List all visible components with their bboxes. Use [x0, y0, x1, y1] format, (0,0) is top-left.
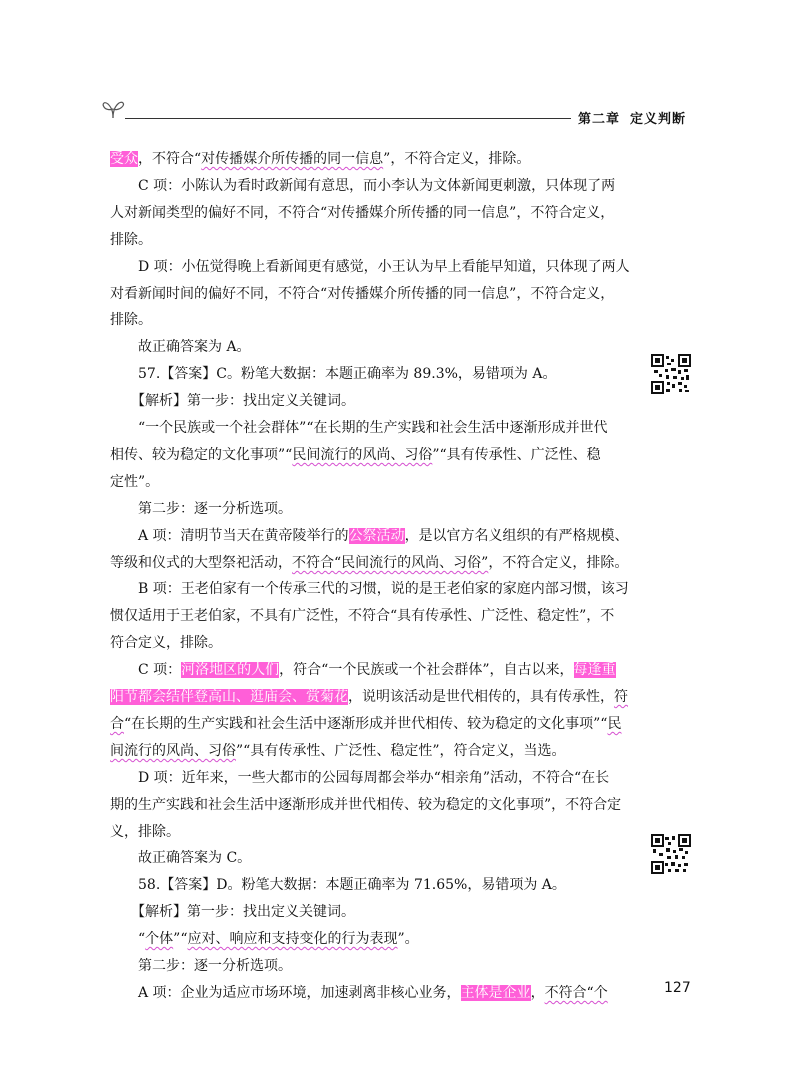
text-line [110, 659, 630, 681]
text-segment: ，不符合“ [138, 151, 202, 167]
text-line [110, 336, 630, 358]
chapter-title: 定义判断 [630, 112, 687, 127]
text-line [110, 928, 630, 950]
text-segment: ”“ [173, 931, 188, 947]
text-line [110, 525, 630, 547]
text-segment: ”“具有传承性、广泛性、稳 [432, 447, 601, 463]
underlined-text: 民间流行的风尚、习俗 [292, 447, 433, 463]
text-segment: ，不符合定义，排除。 [488, 555, 629, 571]
text-line [110, 363, 630, 385]
underlined-text: 应对、响应和支持变化的行为表现 [187, 931, 398, 947]
underlined-text: 合 [110, 716, 124, 732]
underlined-text: 符 [614, 689, 628, 705]
text-line [110, 874, 630, 896]
text-line [110, 417, 630, 439]
text-line [110, 767, 630, 789]
text-line [110, 794, 630, 816]
text-line [110, 713, 630, 735]
text-segment: 义，排除。 [110, 824, 180, 840]
text-segment: D 项：近年来，一些大都市的公园每周都会举办“相亲角”活动，不符合“在长 [110, 770, 610, 786]
text-segment: A 项：企业为适应市场环境，加速剥离非核心业务， [110, 985, 461, 1001]
underlined-text: 民 [607, 716, 622, 732]
underlined-text: 对传播媒介所传播的同一信息 [201, 151, 384, 167]
highlighted-text: 河洛地区的人们 [181, 662, 280, 678]
text-segment: ”。 [397, 931, 419, 947]
text-line [110, 552, 630, 574]
text-segment: 人对新闻类型的偏好不同，不符合“对传播媒介所传播的同一信息”，不符合定义， [110, 205, 615, 221]
highlighted-text: 主体是企业 [460, 985, 531, 1001]
text-segment: C 项：小陈认为看时政新闻有意思，而小李认为文体新闻更刺激，只体现了两 [110, 178, 616, 194]
text-segment: ”，不符合定义，排除。 [383, 151, 531, 167]
text-line [110, 982, 630, 1004]
text-line [110, 686, 630, 708]
sprout-icon [100, 98, 126, 120]
highlighted-text: 每逢重 [573, 662, 616, 678]
text-segment: 等级和仪式的大型祭祀活动， [110, 555, 292, 571]
text-segment: 符合定义，排除。 [110, 635, 222, 651]
text-segment: “ [110, 931, 146, 947]
chapter-number: 第二章 [578, 112, 621, 127]
qr-code-icon[interactable] [651, 354, 691, 394]
text-segment: 排除。 [110, 232, 152, 248]
highlighted-text: 阳节都会结伴登高山、逛庙会、赏菊花 [110, 689, 348, 705]
header-rule [125, 118, 571, 119]
text-segment: 排除。 [110, 312, 152, 328]
text-line [110, 471, 630, 493]
text-line [110, 202, 630, 224]
text-segment: 【解析】第一步：找出定义关键词。 [110, 393, 355, 409]
text-segment: A 项：清明节当天在黄帝陵举行的 [110, 528, 349, 544]
text-line [110, 390, 630, 412]
text-line [110, 901, 630, 923]
text-line [110, 283, 630, 305]
text-segment: 故正确答案为 A。 [110, 339, 251, 355]
text-line [110, 821, 630, 843]
text-line [110, 578, 630, 600]
text-segment: 58.【答案】D。粉笔大数据：本题正确率为 71.65%，易错项为 A。 [110, 877, 566, 893]
text-line [110, 309, 630, 331]
text-line [110, 444, 630, 466]
text-line [110, 229, 630, 251]
text-segment: 第二步：逐一分析选项。 [110, 958, 292, 974]
underlined-text: 个体 [145, 931, 174, 947]
text-line [110, 148, 630, 170]
chapter-heading [578, 108, 696, 127]
text-segment: 期的生产实践和社会生活中逐渐形成并世代相传、较为稳定的文化事项”，不符合定 [110, 797, 622, 813]
text-line [110, 955, 630, 977]
underlined-text: 不符合“民间流行的风尚、习俗” [292, 555, 489, 571]
text-line [110, 256, 630, 278]
text-segment: ”“具有传承性、广泛性、稳定性”，符合定义，当选。 [236, 743, 566, 759]
text-line [110, 175, 630, 197]
highlighted-text: 公祭活动 [348, 528, 405, 544]
text-segment: 57.【答案】C。粉笔大数据：本题正确率为 89.3%，易错项为 A。 [110, 366, 557, 382]
text-line [110, 740, 630, 762]
underlined-text: 不符合“个 [544, 985, 608, 1001]
text-line [110, 605, 630, 627]
underlined-text: 间流行的风尚、习俗 [110, 743, 236, 759]
text-segment: 第二步：逐一分析选项。 [110, 501, 292, 517]
highlighted-text: 受众 [110, 151, 138, 167]
text-segment: 对看新闻时间的偏好不同，不符合“对传播媒介所传播的同一信息”，不符合定义， [110, 286, 615, 302]
text-segment: “在长期的生产实践和社会生活中逐渐形成并世代相传、较为稳定的文化事项”“ [124, 716, 608, 732]
text-segment: D 项：小伍觉得晚上看新闻更有感觉，小王认为早上看能早知道，只体现了两人 [110, 259, 630, 275]
text-segment: 相传、较为稳定的文化事项”“ [110, 447, 293, 463]
text-segment: “一个民族或一个社会群体”“在长期的生产实践和社会生活中逐渐形成并世代 [110, 420, 608, 436]
text-segment: 惯仅适用于王老伯家，不具有广泛性，不符合“具有传承性、广泛性、稳定性”，不 [110, 608, 615, 624]
text-line [110, 632, 630, 654]
text-segment: 定性”。 [110, 474, 160, 490]
text-segment: ， [530, 985, 545, 1001]
page-number: 127 [664, 980, 691, 996]
text-segment: C 项： [110, 662, 182, 678]
text-segment: ，说明该活动是世代相传的，具有传承性， [348, 689, 614, 705]
text-segment: ，是以官方名义组织的有严格规模、 [404, 528, 629, 544]
text-line [110, 847, 630, 869]
qr-code-icon[interactable] [651, 834, 691, 874]
text-segment: B 项：王老伯家有一个传承三代的习惯，说的是王老伯家的家庭内部习惯，该习 [110, 581, 629, 597]
text-line [110, 498, 630, 520]
text-segment: 【解析】第一步：找出定义关键词。 [110, 904, 355, 920]
text-segment: 故正确答案为 C。 [110, 850, 252, 866]
text-segment: ，符合“一个民族或一个社会群体”，自古以来， [279, 662, 574, 678]
